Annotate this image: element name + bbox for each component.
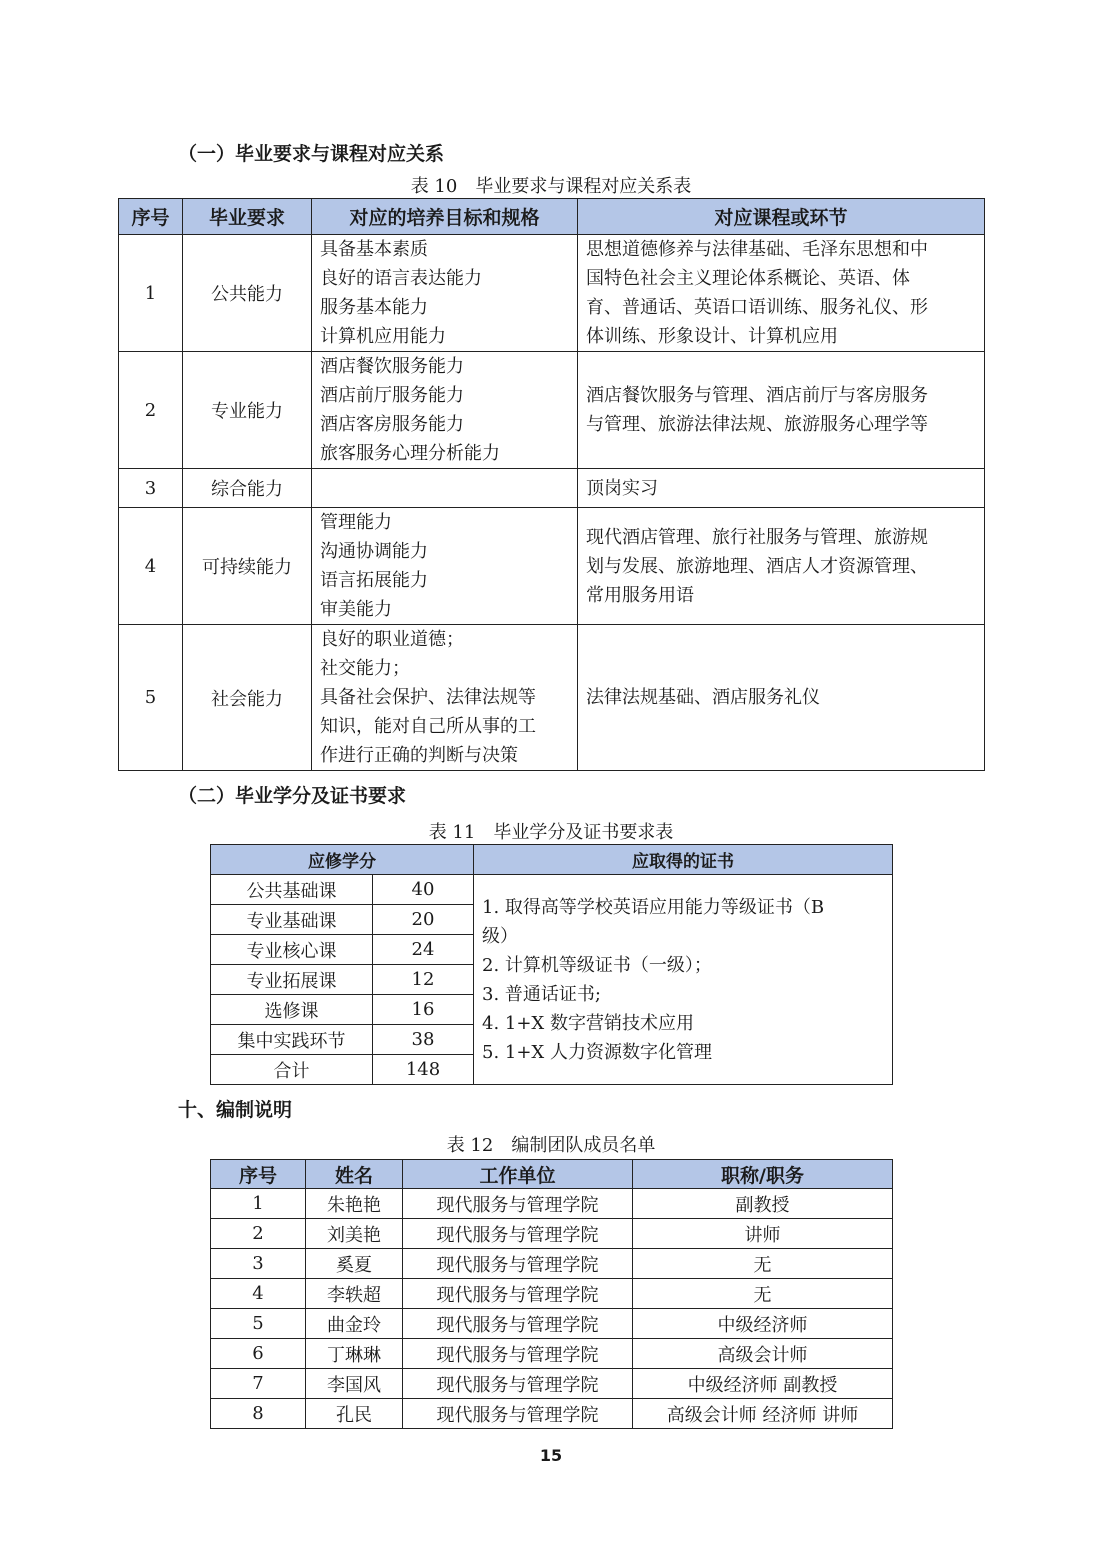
member-unit: 现代服务与管理学院 — [403, 1369, 633, 1399]
member-no: 1 — [211, 1189, 306, 1219]
goal-line: 旅客服务心理分析能力 — [320, 443, 500, 464]
member-no: 3 — [211, 1249, 306, 1279]
row-courses — [578, 352, 985, 469]
course-line: 酒店餐饮服务与管理、酒店前厅与客房服务 — [586, 385, 928, 406]
member-no: 7 — [211, 1369, 306, 1399]
page-number: 15 — [539, 1446, 563, 1465]
course-line: 常用服务用语 — [586, 584, 694, 606]
header-requirement: 毕业要求 — [183, 199, 312, 235]
row-requirement: 专业能力 — [183, 352, 312, 469]
certificate-line: 3. 普通话证书; — [482, 983, 601, 1005]
member-no: 5 — [211, 1309, 306, 1339]
member-no: 2 — [211, 1219, 306, 1249]
header-goals: 对应的培养目标和规格 — [312, 199, 578, 235]
credit-value: 38 — [373, 1025, 474, 1055]
goal-line: 酒店客房服务能力 — [320, 414, 464, 435]
member-unit: 现代服务与管理学院 — [403, 1399, 633, 1429]
row-goals — [312, 508, 578, 625]
row-requirement: 公共能力 — [183, 235, 312, 352]
member-unit: 现代服务与管理学院 — [403, 1309, 633, 1339]
member-no: 6 — [211, 1339, 306, 1369]
member-title: 无 — [633, 1249, 893, 1279]
credit-value: 24 — [373, 935, 474, 965]
goal-line: 计算机应用能力 — [320, 326, 446, 347]
table-11 — [210, 844, 893, 1085]
row-no: 2 — [119, 352, 183, 469]
member-title: 中级经济师 — [633, 1309, 893, 1339]
goal-line: 具备社会保护、法律法规等 — [320, 687, 536, 708]
certificate-line: 级） — [482, 925, 518, 947]
member-title: 副教授 — [633, 1189, 893, 1219]
header-title: 职称/职务 — [633, 1160, 893, 1189]
course-line: 育、普通话、英语口语训练、服务礼仪、形 — [586, 297, 928, 318]
row-courses — [578, 508, 985, 625]
course-line: 划与发展、旅游地理、酒店人才资源管理、 — [586, 555, 928, 577]
row-courses — [578, 625, 985, 771]
credit-name: 专业核心课 — [211, 935, 373, 965]
credit-value: 16 — [373, 995, 474, 1025]
credit-name: 合计 — [211, 1055, 373, 1085]
credit-name: 专业基础课 — [211, 905, 373, 935]
goal-line: 社交能力； — [320, 658, 410, 679]
member-unit: 现代服务与管理学院 — [403, 1189, 633, 1219]
member-title: 高级会计师 经济师 讲师 — [633, 1399, 893, 1429]
course-line: 现代酒店管理、旅行社服务与管理、旅游规 — [586, 526, 928, 548]
goal-line: 审美能力 — [320, 599, 392, 620]
member-name: 李国风 — [306, 1369, 403, 1399]
goal-line: 知识，能对自己所从事的工 — [320, 716, 536, 737]
table-row — [119, 469, 985, 508]
table-row — [119, 508, 985, 625]
course-line: 与管理、旅游法律法规、旅游服务心理学等 — [586, 414, 928, 435]
table-row — [211, 1279, 893, 1309]
credit-name: 集中实践环节 — [211, 1025, 373, 1055]
table-12 — [210, 1159, 893, 1429]
course-line: 思想道德修养与法律基础、毛泽东思想和中 — [586, 239, 928, 260]
credit-value: 148 — [373, 1055, 474, 1085]
course-line: 法律法规基础、酒店服务礼仪 — [586, 687, 820, 708]
member-title: 高级会计师 — [633, 1339, 893, 1369]
goal-line: 良好的语言表达能力 — [320, 268, 482, 289]
member-unit: 现代服务与管理学院 — [403, 1279, 633, 1309]
header-no: 序号 — [119, 199, 183, 235]
table-row — [119, 352, 985, 469]
row-goals — [312, 625, 578, 771]
certificate-line: 2. 计算机等级证书（一级）； — [482, 954, 712, 976]
table-10-caption: 表 10 毕业要求与课程对应关系表 — [410, 176, 692, 197]
member-name: 丁琳琳 — [306, 1339, 403, 1369]
header-courses: 对应课程或环节 — [578, 199, 985, 235]
table-10 — [118, 198, 985, 771]
table-row — [211, 1249, 893, 1279]
member-name: 奚夏 — [306, 1249, 403, 1279]
member-no: 8 — [211, 1399, 306, 1429]
section-heading-2: （二）毕业学分及证书要求 — [178, 785, 407, 807]
header-credits: 应修学分 — [211, 845, 474, 875]
credit-value: 20 — [373, 905, 474, 935]
goal-line: 沟通协调能力 — [320, 541, 428, 562]
member-name: 曲金玲 — [306, 1309, 403, 1339]
member-name: 李轶超 — [306, 1279, 403, 1309]
member-unit: 现代服务与管理学院 — [403, 1219, 633, 1249]
row-no: 3 — [119, 469, 183, 508]
member-name: 孔民 — [306, 1399, 403, 1429]
credit-name: 选修课 — [211, 995, 373, 1025]
member-title: 无 — [633, 1279, 893, 1309]
certificate-line: 5. 1+X 人力资源数字化管理 — [482, 1041, 712, 1063]
table-row — [211, 1399, 893, 1429]
table-row — [119, 625, 985, 771]
row-requirement: 社会能力 — [183, 625, 312, 771]
member-unit: 现代服务与管理学院 — [403, 1249, 633, 1279]
certificates-cell — [474, 875, 893, 1085]
row-goals — [312, 469, 578, 508]
row-courses — [578, 469, 985, 508]
table-row — [211, 875, 893, 905]
credit-name: 专业拓展课 — [211, 965, 373, 995]
course-line: 体训练、形象设计、计算机应用 — [586, 326, 838, 347]
header-name: 姓名 — [306, 1160, 403, 1189]
member-no: 4 — [211, 1279, 306, 1309]
table-row — [211, 1219, 893, 1249]
credit-name: 公共基础课 — [211, 875, 373, 905]
table-12-caption: 表 12 编制团队成员名单 — [446, 1135, 656, 1156]
table-row — [211, 1369, 893, 1399]
goal-line: 酒店餐饮服务能力 — [320, 356, 464, 377]
member-title: 中级经济师 副教授 — [633, 1369, 893, 1399]
row-goals — [312, 352, 578, 469]
member-title: 讲师 — [633, 1219, 893, 1249]
table-row — [211, 1189, 893, 1219]
row-no: 5 — [119, 625, 183, 771]
table-11-caption: 表 11 毕业学分及证书要求表 — [428, 822, 674, 843]
row-goals — [312, 235, 578, 352]
member-unit: 现代服务与管理学院 — [403, 1339, 633, 1369]
credit-value: 40 — [373, 875, 474, 905]
goal-line: 良好的职业道德； — [320, 629, 464, 650]
row-requirement: 综合能力 — [183, 469, 312, 508]
table-row — [211, 1309, 893, 1339]
table-row — [211, 1339, 893, 1369]
credit-value: 12 — [373, 965, 474, 995]
goal-line: 作进行正确的判断与决策 — [320, 745, 518, 766]
row-no: 1 — [119, 235, 183, 352]
header-no: 序号 — [211, 1160, 306, 1189]
course-line: 顶岗实习 — [586, 477, 658, 499]
goal-line: 酒店前厅服务能力 — [320, 385, 464, 406]
certificate-line: 1. 取得高等学校英语应用能力等级证书（B — [482, 896, 825, 918]
member-name: 朱艳艳 — [306, 1189, 403, 1219]
certificate-line: 4. 1+X 数字营销技术应用 — [482, 1012, 694, 1034]
section-heading-1: （一）毕业要求与课程对应关系 — [178, 143, 445, 165]
row-courses — [578, 235, 985, 352]
row-no: 4 — [119, 508, 183, 625]
row-requirement: 可持续能力 — [183, 508, 312, 625]
course-line: 国特色社会主义理论体系概论、英语、体 — [586, 268, 910, 289]
goal-line: 管理能力 — [320, 512, 392, 533]
header-unit: 工作单位 — [403, 1160, 633, 1189]
goal-line: 服务基本能力 — [320, 297, 428, 318]
member-name: 刘美艳 — [306, 1219, 403, 1249]
goal-line: 具备基本素质 — [320, 239, 428, 260]
goal-line: 语言拓展能力 — [320, 570, 428, 591]
header-certificates: 应取得的证书 — [474, 845, 893, 875]
section-heading-3: 十、编制说明 — [178, 1099, 293, 1121]
table-row — [119, 235, 985, 352]
